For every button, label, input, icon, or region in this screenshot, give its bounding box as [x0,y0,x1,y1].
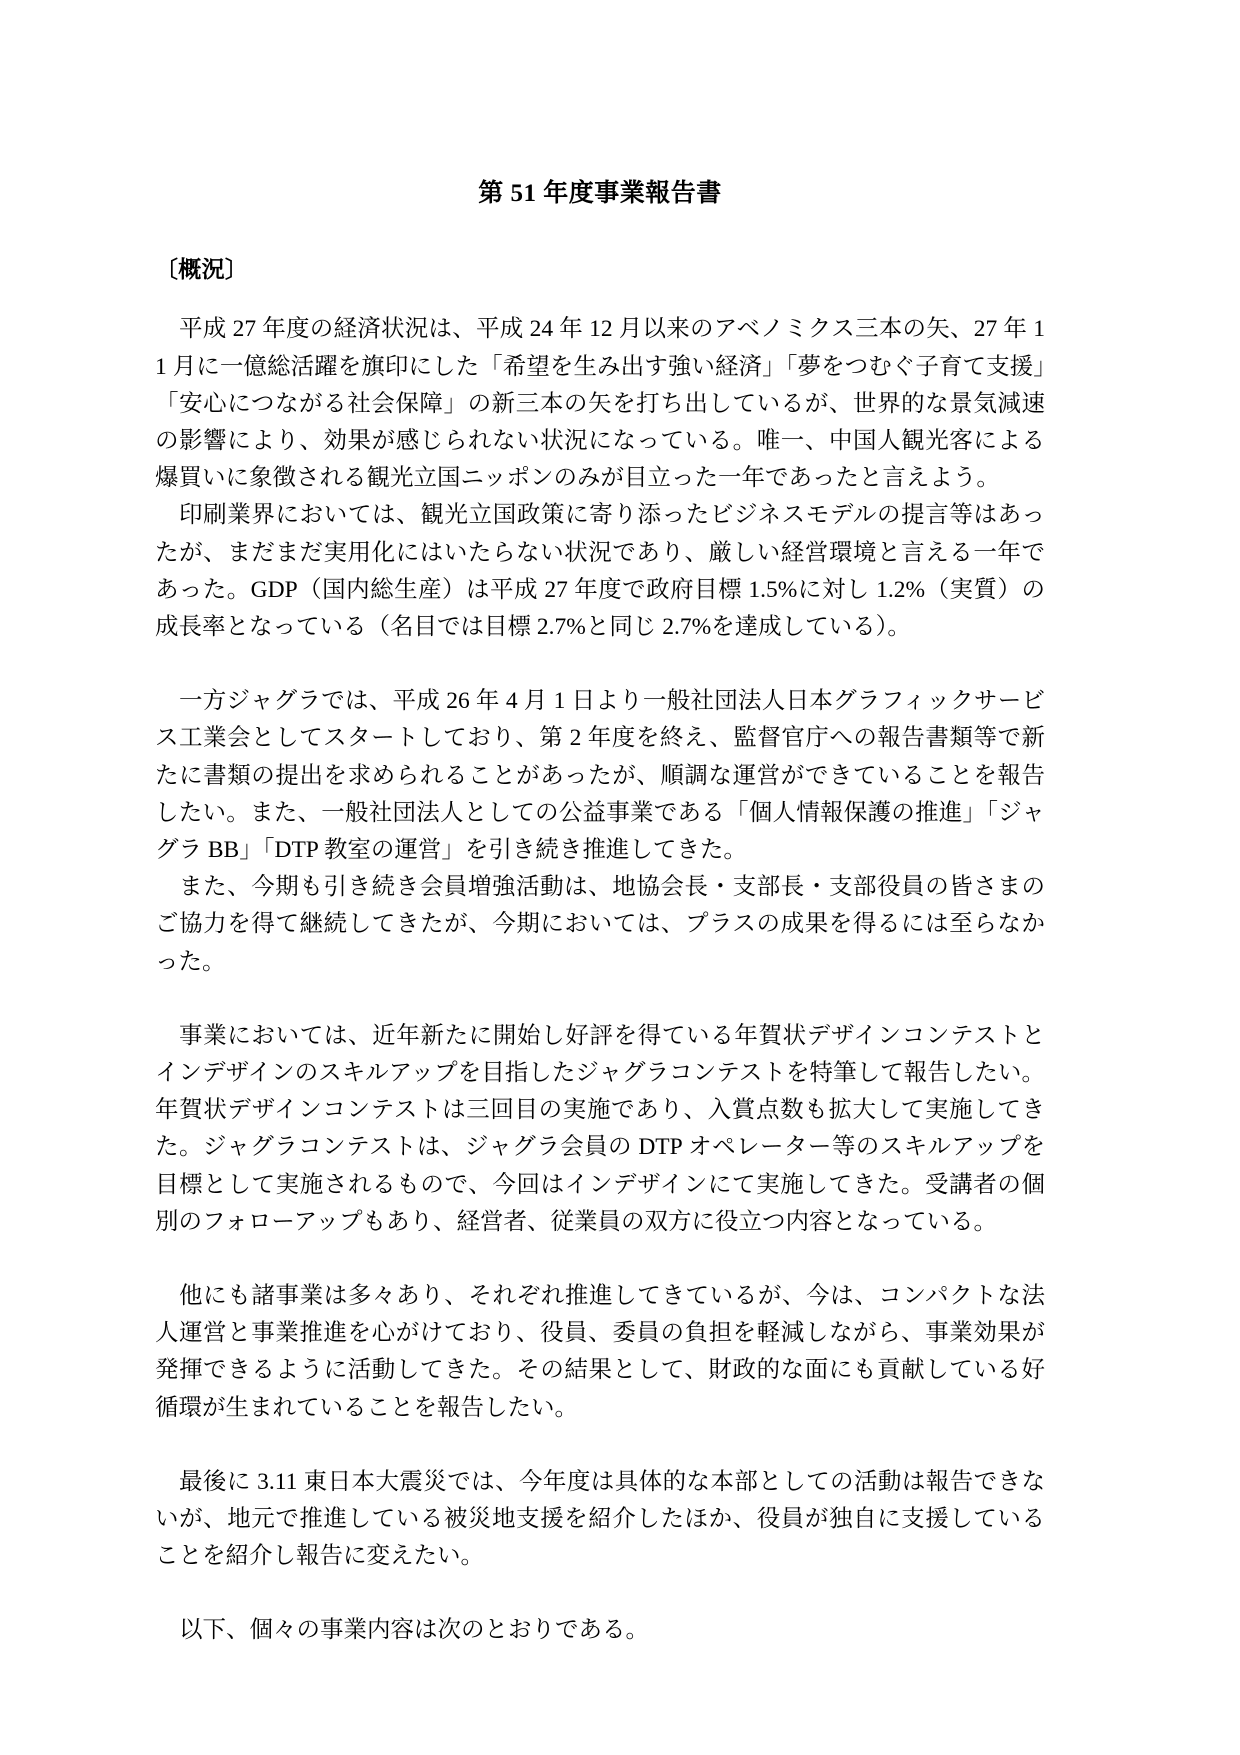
page-bottom-spacer [155,1650,1045,1755]
paragraph-block [155,1278,1045,1427]
paragraph-block [155,683,1045,981]
body-paragraph: 最後に 3.11 東日本大震災では、今年度は具体的な本部としての活動は報告できないが、地元で推進している被災地支援を紹介したほか、役員が独自に支援していることを紹介し報告に変えたい。 [155,1468,1045,1570]
body-paragraph: 平成 27 年度の経済状況は、平成 24 年 12 月以来のアベノミクス三本の矢、27 年 11 月に一億総活躍を旗印にした「希望を生み出す強い経済」「夢をつむぐ子育て支援」「安心につながる社会保障」の新三本の矢を打ち出しているが、世界的な景気減速の影響により、効果が感じられない状況になっている。唯一、中国人観光客による爆買いに象徴される観光立国ニッポンのみが目立った一年であったと言えよう。 [155,316,1045,492]
page-title: 第 51 年度事業報告書 [478,180,722,207]
paragraph-block [155,1464,1045,1576]
paragraph-block [155,311,1045,646]
body-paragraph: また、今期も引き続き会員増強活動は、地協会長・支部長・支部役員の皆さまのご協力を得て継続してきたが、今期においては、プラスの成果を得るには至らなかった。 [155,874,1045,975]
document-content [155,0,1045,1755]
document-body [155,311,1045,1649]
body-paragraph: 以下、個々の事業内容は次のとおりである。 [179,1617,649,1644]
body-paragraph: 印刷業界においては、観光立国政策に寄り添ったビジネスモデルの提言等はあったが、まだまだ実用化にはいたらない状況であり、厳しい経営環境と言える一年であった。GDP（国内総生産）は平成 27 年度で政府目標 1.5%に対し 1.2%（実質）の成長率となっている（名目では目標 2.7%と同じ 2.7%を達成している）。 [155,502,1045,641]
paragraph-block [155,1018,1045,1241]
paragraph-block [155,1612,1045,1649]
body-paragraph: 一方ジャグラでは、平成 26 年 4 月 1 日より一般社団法人日本グラフィックサービス工業会としてスタートしており、第 2 年度を終え、監督官庁への報告書類等で新たに書類の提出を求められることがあったが、順調な運営ができていることを報告したい。また、一般社団法人としての公益事業である「個人情報保護の推進」「ジャグラ BB」「DTP 教室の運営」を引き続き推進してきた。 [155,688,1045,864]
section-heading-overview: 〔概況〕 [155,256,249,282]
body-paragraph: 他にも諸事業は多々あり、それぞれ推進してきているが、今は、コンパクトな法人運営と事業推進を心がけており、役員、委員の負担を軽減しながら、事業効果が発揮できるように活動してきた。その結果として、財政的な面にも貢献している好循環が生まれていることを報告したい。 [155,1283,1045,1421]
body-paragraph: 事業においては、近年新たに開始し好評を得ている年賀状デザインコンテストとインデザインのスキルアップを目指したジャグラコンテストを特筆して報告したい。年賀状デザインコンテストは三回目の実施であり、入賞点数も拡大して実施してきた。ジャグラコンテストは、ジャグラ会員の DTP オペレーター等のスキルアップを目標として実施されるもので、今回はインデザインにて実施してきた。受講者の個別のフォローアップもあり、経営者、従業員の双方に役立つ内容となっている。 [155,1022,1045,1235]
